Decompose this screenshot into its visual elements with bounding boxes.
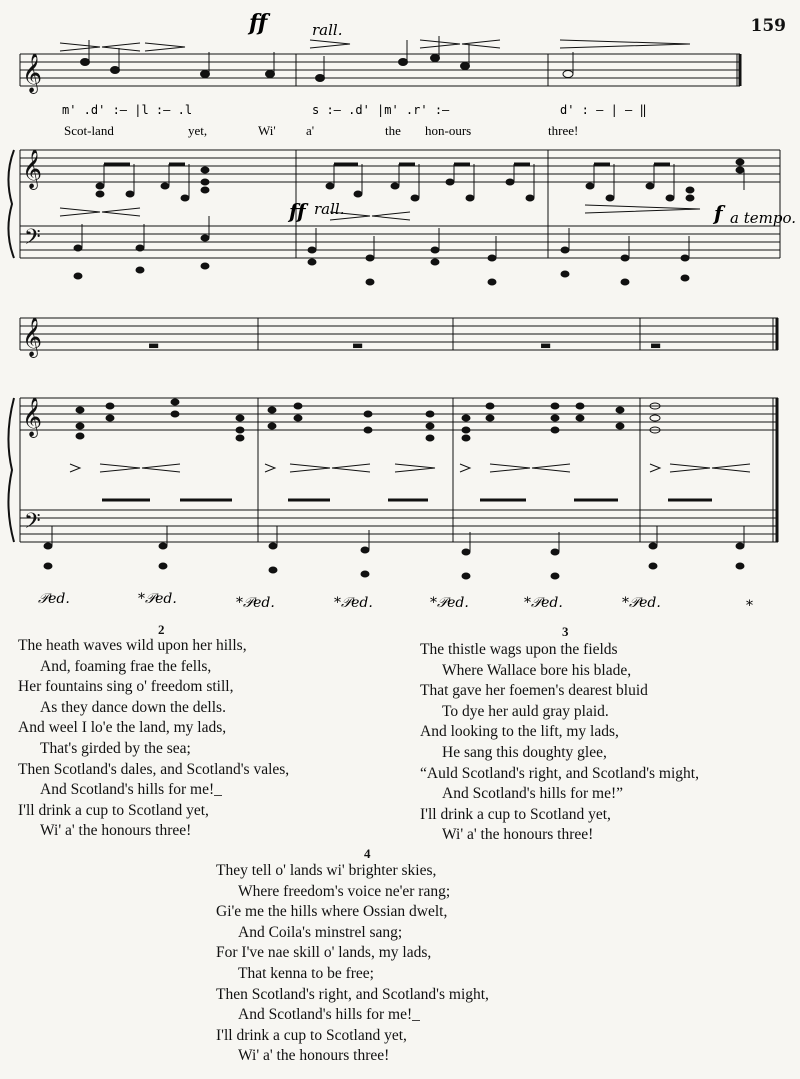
pedal-mark: *𝒫𝑒𝑑. — [236, 595, 275, 611]
piano-notes-1 — [74, 159, 744, 285]
verse-line: Wi' a' the honours three! — [238, 1047, 390, 1065]
solfa-notation: m' .d' :— |l :— .l — [62, 103, 193, 117]
stanza-number: 4 — [364, 846, 371, 861]
verse-line: And Scotland's hills for me!” — [442, 785, 624, 803]
verse-line: And looking to the lift, my lads, — [420, 723, 619, 741]
verse-line: And Scotland's hills for me!_ — [238, 1006, 420, 1024]
verse-line: Wi' a' the honours three! — [442, 826, 594, 844]
verse-line: Wi' a' the honours three! — [40, 822, 192, 840]
tempo-direction: rall. — [314, 200, 345, 218]
verse-line: As they dance down the dells. — [40, 698, 226, 716]
pedal-mark: *𝒫𝑒𝑑. — [138, 591, 177, 607]
pedal-mark: *𝒫𝑒𝑑. — [430, 595, 469, 611]
pedal-mark: * — [746, 598, 753, 614]
verse-line: That gave her foemen's dearest bluid — [420, 682, 648, 700]
verse-line: I'll drink a cup to Scotland yet, — [420, 805, 611, 823]
stanza-2 — [18, 622, 408, 842]
voice-staff-1 — [20, 54, 740, 86]
verse-line: And Scotland's hills for me!_ — [40, 781, 222, 799]
verse-line: That kenna to be free; — [238, 964, 374, 982]
piano-bass-staff-2 — [20, 398, 778, 542]
piano-treble-staff-2 — [20, 398, 778, 430]
lyric-syllable: a' — [306, 123, 315, 138]
stanza-number: 2 — [158, 622, 165, 637]
pedal-mark: *𝒫𝑒𝑑. — [524, 595, 563, 611]
lyric-syllable: the — [385, 123, 401, 138]
verse-line: I'll drink a cup to Scotland yet, — [216, 1026, 407, 1044]
dynamic-mark: ff — [289, 199, 306, 223]
voice-notes-1 — [81, 36, 574, 82]
svg-text:▬: ▬ — [148, 338, 160, 352]
verse-line: They tell o' lands wi' brighter skies, — [216, 862, 437, 879]
verse-line: Where Wallace bore his blade, — [442, 661, 632, 679]
verse-line: Where freedom's voice ne'er rang; — [238, 882, 451, 900]
svg-text:▬: ▬ — [650, 338, 662, 352]
pedal-mark: *𝒫𝑒𝑑. — [622, 595, 661, 611]
svg-text:▬: ▬ — [352, 338, 364, 352]
stanza-number: 3 — [562, 624, 569, 639]
treble-clef-icon: 𝄞 — [22, 149, 43, 189]
verse-line: Gi'e me the hills where Ossian dwelt, — [216, 903, 448, 921]
stanza-4 — [216, 846, 606, 1067]
treble-clef-icon: 𝄞 — [22, 317, 43, 357]
verse-line: And, foaming frae the fells, — [40, 657, 212, 675]
solfa-notation: s :— .d' |m' .r' :— — [312, 103, 450, 117]
lyric-syllable: Wi' — [258, 123, 276, 138]
stanza-3 — [420, 624, 792, 846]
lyric-syllable: yet, — [188, 123, 208, 138]
lyric-syllable: Scot-land — [64, 123, 114, 138]
verse-line: Her fountains sing o' freedom still, — [18, 678, 234, 696]
verse-line: And weel I lo'e the land, my lads, — [18, 719, 227, 737]
lyric-syllable: hon-ours — [425, 123, 472, 138]
verse-line: He sang this doughty glee, — [442, 743, 607, 761]
solfa-notation: d' : — | — ‖ — [560, 103, 647, 117]
treble-clef-icon: 𝄞 — [22, 397, 43, 437]
dynamic-mark: f — [714, 201, 723, 225]
treble-clef-icon: 𝄞 — [22, 53, 43, 93]
verse-line: Then Scotland's dales, and Scotland's vales, — [18, 760, 290, 778]
verse-line: And Coila's minstrel sang; — [238, 923, 403, 941]
pedal-mark: 𝒫𝑒𝑑. — [38, 591, 70, 607]
verse-line: The thistle wags upon the fields — [420, 641, 618, 658]
voice-staff-2 — [20, 318, 778, 350]
verse-line: To dye her auld gray plaid. — [442, 702, 609, 720]
page-number: 159 — [750, 16, 786, 36]
verse-line: The heath waves wild upon her hills, — [18, 637, 247, 654]
tempo-direction: a tempo. — [730, 209, 796, 227]
svg-text:▬: ▬ — [540, 338, 552, 352]
piano-notes-2 — [44, 338, 744, 579]
bass-clef-icon: 𝄢 — [24, 225, 41, 255]
verse-line: For I've nae skill o' lands, my lads, — [216, 944, 432, 962]
tempo-direction: rall. — [312, 21, 343, 39]
verse-line: That's girded by the sea; — [40, 739, 191, 757]
bass-clef-icon: 𝄢 — [24, 509, 41, 539]
dynamic-mark: ff — [249, 10, 268, 36]
pedal-markings — [38, 591, 753, 614]
lyric-syllable: three! — [548, 123, 579, 138]
verse-line: Then Scotland's right, and Scotland's might, — [216, 985, 489, 1003]
verse-line: I'll drink a cup to Scotland yet, — [18, 801, 209, 819]
pedal-mark: *𝒫𝑒𝑑. — [334, 595, 373, 611]
lyric-line — [64, 123, 578, 138]
verse-line: “Auld Scotland's right, and Scotland's might, — [420, 764, 699, 782]
